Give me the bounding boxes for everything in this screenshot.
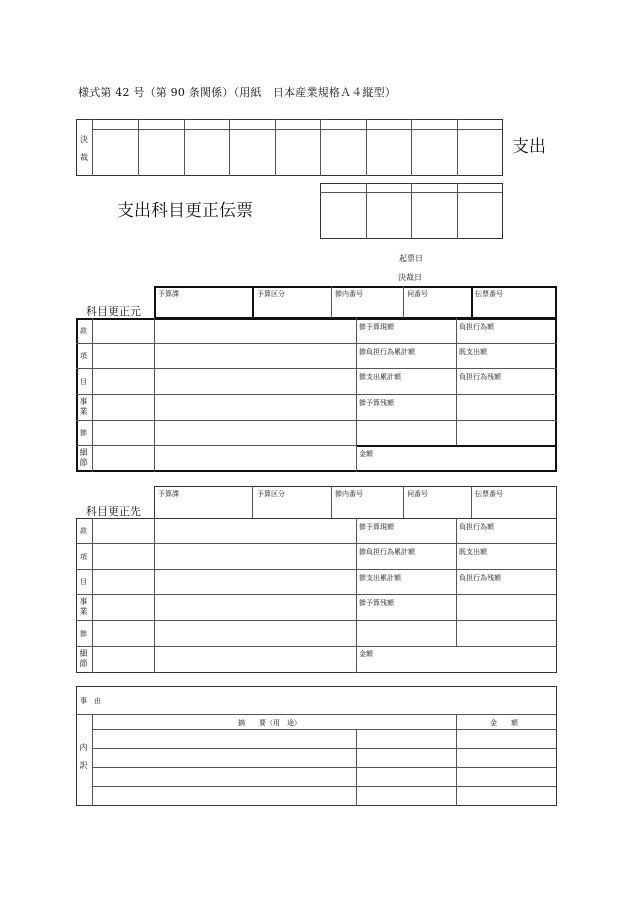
breakdown-label: 内訳 bbox=[79, 743, 88, 779]
field-current-budget: 節予算現額 bbox=[359, 323, 394, 331]
field-budget-balance: 節予算残額 bbox=[359, 399, 394, 407]
decision-date-label: 決裁日 bbox=[398, 273, 422, 282]
form-title: 支出科目更正伝票 bbox=[117, 201, 253, 221]
row-moku: 目 bbox=[80, 378, 87, 386]
col-setsu-no: 節内番号 bbox=[335, 490, 363, 498]
row-jigyo: 事業 bbox=[79, 597, 88, 617]
col-ukagai-no: 伺番号 bbox=[407, 490, 428, 498]
approval-label-2: 裁 bbox=[80, 153, 88, 162]
field-budget-balance: 節予算残額 bbox=[359, 599, 394, 607]
field-current-budget: 節予算現額 bbox=[359, 523, 394, 531]
row-setsu: 節 bbox=[80, 429, 87, 437]
field-amount: 金額 bbox=[359, 650, 373, 658]
row-kan: 款 bbox=[80, 327, 87, 335]
field-obligation-balance: 負担行為残額 bbox=[459, 574, 501, 582]
col-setsu-no: 節内番号 bbox=[335, 290, 363, 298]
field-obligation-balance: 負担行為残額 bbox=[459, 373, 501, 381]
row-kou: 項 bbox=[80, 553, 87, 561]
row-kan: 款 bbox=[80, 527, 87, 535]
row-jigyo: 事業 bbox=[79, 397, 88, 417]
row-saisetsu: 細節 bbox=[79, 649, 88, 669]
field-expenditure-total: 節支出累計額 bbox=[359, 373, 401, 381]
row-setsu: 節 bbox=[80, 630, 87, 638]
field-obligation: 負担行為額 bbox=[459, 523, 494, 531]
amount-header: 金 額 bbox=[490, 719, 518, 727]
dest-title: 科目更正先 bbox=[86, 505, 141, 518]
col-slip-no: 伝票番号 bbox=[475, 290, 503, 298]
col-ukagai-no: 伺番号 bbox=[407, 290, 428, 298]
row-saisetsu: 細節 bbox=[79, 448, 88, 468]
source-title: 科目更正元 bbox=[86, 305, 141, 318]
field-amount: 金額 bbox=[359, 450, 373, 458]
field-paid: 既支出額 bbox=[459, 548, 487, 556]
col-budget-category: 予算区分 bbox=[257, 290, 285, 298]
issue-date-label: 起票日 bbox=[399, 254, 423, 263]
expenditure-label: 支出 bbox=[512, 137, 546, 157]
form-number-header: 様式第 42 号（第 90 条関係）（用紙 日本産業規格Ａ４縦型） bbox=[78, 86, 397, 99]
field-obligation: 負担行為額 bbox=[459, 323, 494, 331]
field-obligation-total: 節負担行為累計額 bbox=[359, 548, 415, 556]
col-budget-category: 予算区分 bbox=[257, 490, 285, 498]
col-slip-no: 伝票番号 bbox=[475, 490, 503, 498]
field-paid: 既支出額 bbox=[459, 348, 487, 356]
summary-header: 摘 要（用 途） bbox=[238, 719, 301, 727]
reason-label: 事 由 bbox=[80, 697, 101, 705]
col-budget-dept: 予算課 bbox=[158, 490, 179, 498]
approval-label-1: 決 bbox=[80, 135, 88, 144]
field-obligation-total: 節負担行為累計額 bbox=[359, 348, 415, 356]
col-budget-dept: 予算課 bbox=[158, 290, 179, 298]
row-moku: 目 bbox=[80, 578, 87, 586]
row-kou: 項 bbox=[80, 352, 87, 360]
field-expenditure-total: 節支出累計額 bbox=[359, 574, 401, 582]
